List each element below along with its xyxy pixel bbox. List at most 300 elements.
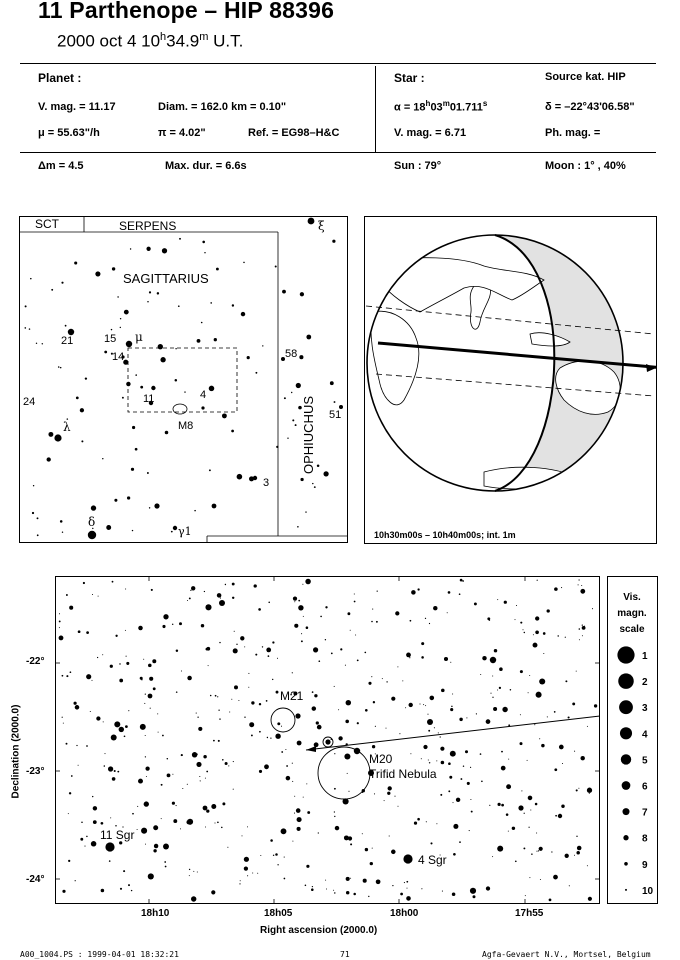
field-star (161, 818, 162, 819)
finder-star (25, 305, 27, 307)
field-star (470, 767, 471, 768)
field-star (112, 581, 114, 583)
field-star (334, 892, 335, 893)
field-star (277, 722, 280, 725)
label-21: 21 (61, 335, 74, 347)
field-star (111, 735, 117, 741)
field-star (312, 706, 316, 710)
field-star (286, 776, 291, 781)
field-star (371, 676, 372, 677)
finder-star (197, 339, 201, 343)
label-trifid-nebula: Trifid Nebula (369, 767, 437, 781)
field-star (149, 677, 153, 681)
planet-reference: Ref. = EG98–H&C (248, 127, 340, 139)
label-xi: ξ (318, 219, 325, 233)
scale-label-2: 2 (642, 677, 648, 689)
finder-star (300, 478, 303, 481)
field-star (318, 660, 320, 662)
field-star (208, 665, 209, 666)
field-star (520, 714, 521, 715)
field-star (132, 813, 134, 815)
finder-star (249, 476, 254, 481)
field-star (543, 653, 544, 654)
field-star (524, 813, 525, 814)
field-star (448, 790, 450, 792)
field-star (487, 617, 490, 620)
field-star (101, 822, 104, 825)
finder-named-star (88, 531, 96, 539)
finder-star (255, 372, 257, 374)
field-star (540, 879, 541, 880)
field-star (486, 719, 491, 724)
field-star (103, 721, 104, 722)
field-star (76, 745, 77, 746)
field-star (433, 606, 437, 610)
field-star (275, 733, 280, 738)
field-star (565, 680, 567, 682)
xtick-18h10: 18h10 (141, 908, 170, 919)
ytick-22: -22° (26, 656, 45, 667)
field-star (59, 620, 61, 622)
field-star (559, 745, 564, 750)
globe-caption: 10h30m00s – 10h40m00s; int. 1m (374, 530, 516, 540)
footer-page-number: 71 (340, 950, 350, 959)
field-star (316, 721, 319, 724)
field-star (528, 692, 529, 693)
finder-star (24, 327, 26, 329)
field-star (161, 784, 163, 786)
moon-info: Moon : 1° , 40% (545, 160, 626, 172)
star-vmag: V. mag. = 6.71 (394, 127, 467, 139)
field-star (574, 751, 575, 752)
field-star (410, 620, 412, 622)
field-star (162, 625, 165, 628)
field-star (277, 864, 278, 865)
field-star (388, 786, 392, 790)
field-star (126, 662, 129, 665)
field-star (298, 600, 300, 602)
field-star (421, 888, 422, 889)
ytick-24: -24° (26, 874, 45, 885)
header-top-rule (20, 63, 656, 64)
field-star (110, 665, 113, 668)
field-star (232, 597, 234, 599)
field-star (588, 897, 592, 901)
field-star (59, 613, 60, 614)
field-star (471, 811, 473, 813)
finder-star (276, 446, 278, 448)
scale-label-6: 6 (642, 781, 648, 793)
field-star (554, 711, 556, 713)
field-star (338, 709, 339, 710)
field-star (255, 654, 257, 656)
field-star (452, 693, 453, 694)
field-star (189, 875, 190, 876)
field-star (533, 634, 534, 635)
field-star (312, 886, 313, 887)
field-star (84, 846, 85, 847)
header-column-divider (375, 66, 376, 152)
field-star (63, 723, 64, 724)
field-star (325, 606, 327, 608)
field-star (387, 792, 390, 795)
field-star (227, 847, 228, 848)
field-star (112, 777, 116, 781)
finder-star (60, 367, 62, 369)
field-star (357, 722, 359, 724)
scale-dot-8 (623, 835, 628, 840)
finder-star (243, 262, 245, 264)
scale-title-1: Vis. (623, 592, 641, 603)
target-star (325, 739, 330, 744)
finder-star (33, 485, 34, 486)
field-star (157, 713, 158, 714)
field-star (86, 836, 88, 838)
field-star (345, 665, 346, 666)
label-4-sgr: 4 Sgr (418, 853, 447, 867)
field-star (535, 616, 539, 620)
field-star (473, 895, 476, 898)
planet-diameter: Diam. = 162.0 km = 0.10" (158, 101, 287, 113)
bright-field-star (203, 806, 208, 811)
field-star (124, 735, 126, 737)
finder-star (85, 377, 87, 379)
field-star (444, 657, 448, 661)
field-star (306, 865, 309, 868)
field-star (501, 804, 504, 807)
field-star (257, 873, 258, 874)
field-star (259, 703, 261, 705)
field-star (214, 822, 215, 823)
field-star (314, 694, 317, 697)
field-star (419, 703, 420, 704)
field-star (398, 806, 399, 807)
field-star (410, 753, 411, 754)
field-star (440, 736, 441, 737)
field-star (577, 846, 582, 851)
field-star (409, 703, 413, 707)
field-star (425, 618, 426, 619)
star-right-ascension: $\alpha = 18^h03^m01.711^s$ (394, 99, 488, 114)
finder-star (37, 534, 39, 536)
right-ascension-axis-label: Right ascension (2000.0) (260, 925, 378, 936)
finder-star (262, 345, 263, 346)
field-star (108, 766, 113, 771)
label-14: 14 (112, 351, 125, 363)
field-star (429, 623, 430, 624)
bright-field-star (295, 713, 300, 718)
field-star (125, 725, 128, 728)
finder-star (305, 511, 306, 512)
field-star (553, 875, 558, 880)
field-star (143, 659, 144, 660)
finder-star (58, 366, 60, 368)
field-star (394, 796, 395, 797)
field-star (128, 710, 129, 711)
scale-dot-1 (617, 646, 634, 663)
xtick-18h00: 18h00 (390, 908, 419, 919)
field-star (148, 664, 152, 668)
field-star (414, 821, 417, 824)
field-star (292, 781, 293, 782)
field-star (453, 802, 454, 803)
field-star (421, 656, 424, 659)
field-star (191, 896, 196, 901)
field-star (406, 888, 407, 889)
finder-star (179, 238, 181, 240)
field-star (187, 784, 188, 785)
field-star (200, 780, 201, 781)
field-star (423, 704, 424, 705)
field-star (525, 895, 526, 896)
footer-file-info: A00_1004.PS : 1999-04-01 18:32:21 (20, 950, 179, 959)
field-star (543, 632, 546, 635)
field-star (350, 630, 351, 631)
field-star (273, 855, 274, 856)
finder-star (149, 507, 150, 508)
finder-star (231, 430, 234, 433)
field-star (462, 580, 464, 582)
field-star (565, 637, 566, 638)
scale-label-4: 4 (642, 729, 648, 741)
scale-label-10: 10 (642, 885, 654, 897)
field-star (117, 771, 119, 773)
finder-star (158, 344, 163, 349)
field-star (365, 848, 368, 851)
field-star (506, 784, 511, 789)
field-star (535, 630, 539, 634)
field-star (347, 773, 348, 774)
finder-frame (20, 217, 348, 543)
field-star (153, 825, 158, 830)
field-star (272, 641, 274, 643)
field-star (313, 647, 318, 652)
field-star (426, 821, 427, 822)
field-star (192, 752, 197, 757)
field-star (465, 750, 468, 753)
field-star (303, 797, 304, 798)
field-star (172, 774, 173, 775)
field-star (389, 835, 390, 836)
field-star (523, 847, 525, 849)
label-11: 11 (143, 393, 155, 405)
field-star (357, 659, 359, 661)
finder-star (74, 261, 77, 264)
field-star (582, 624, 583, 625)
label-58: 58 (285, 348, 298, 360)
field-star (234, 685, 238, 689)
field-star (231, 699, 232, 700)
finder-star (132, 426, 135, 429)
field-star (306, 783, 307, 784)
field-star (516, 605, 517, 606)
field-star (411, 590, 416, 595)
field-star (376, 621, 378, 623)
finder-star (149, 291, 151, 293)
field-star (427, 714, 428, 715)
field-star (311, 888, 314, 891)
scale-label-1: 1 (642, 651, 648, 662)
finder-star (317, 465, 320, 468)
field-star (75, 705, 80, 710)
field-star (66, 675, 68, 677)
label-serpens: SERPENS (119, 219, 177, 233)
field-star (151, 589, 153, 591)
field-star (561, 587, 562, 588)
finder-star (165, 431, 169, 435)
scale-dot-9 (624, 862, 628, 866)
field-star (344, 835, 349, 840)
field-star (150, 708, 151, 709)
field-star (220, 598, 221, 599)
field-star (447, 612, 448, 613)
scale-label-3: 3 (642, 703, 648, 715)
label-15: 15 (104, 333, 117, 345)
field-star (59, 627, 60, 628)
label-sagittarius: SAGITTARIUS (123, 271, 209, 286)
field-star (370, 862, 373, 865)
field-star (515, 860, 517, 862)
field-star (541, 744, 544, 747)
field-star (335, 826, 339, 830)
field-star (497, 846, 503, 852)
field-star (259, 731, 261, 733)
field-star (158, 732, 159, 733)
field-star (405, 707, 406, 708)
footer-publisher: Agfa-Gevaert N.V., Mortsel, Belgium (482, 950, 651, 959)
finder-star (287, 438, 288, 439)
finder-star (306, 335, 311, 340)
finder-star (120, 327, 121, 328)
field-star (259, 770, 262, 773)
finder-star (102, 458, 103, 459)
field-star (197, 872, 198, 873)
star-11-sgr (105, 842, 114, 851)
field-star (198, 727, 202, 731)
field-star (498, 803, 501, 806)
field-star (286, 765, 288, 767)
field-star (86, 745, 88, 747)
star-heading: Star : (394, 71, 425, 85)
field-star (314, 742, 319, 747)
label-sct: SCT (35, 217, 59, 231)
field-star (97, 657, 98, 658)
bright-field-star (518, 805, 523, 810)
bright-field-star (219, 600, 225, 606)
field-star (210, 695, 212, 697)
finder-star (171, 531, 173, 533)
declination-axis-label-wrap (2, 686, 22, 816)
field-star (448, 762, 451, 765)
field-star (529, 675, 530, 676)
field-star (400, 893, 403, 896)
field-star (582, 635, 583, 636)
field-star (217, 593, 222, 598)
field-star (492, 697, 493, 698)
field-star (206, 647, 210, 651)
field-star (187, 600, 188, 601)
finder-star (29, 328, 30, 329)
field-star (527, 760, 528, 761)
field-star (93, 806, 97, 810)
star-declination: δ = –22°43'06.58" (545, 101, 635, 113)
finder-star (300, 292, 304, 296)
field-star (211, 890, 215, 894)
field-star (268, 655, 270, 657)
field-star (213, 740, 215, 742)
finder-star (160, 357, 165, 362)
field-star (232, 583, 235, 586)
field-star (172, 624, 173, 625)
field-star (267, 737, 268, 738)
field-star (303, 616, 304, 617)
field-star (557, 635, 558, 636)
scale-label-9: 9 (642, 859, 648, 871)
scale-dot-2 (618, 673, 634, 689)
field-star (145, 735, 146, 736)
field-star (190, 590, 191, 591)
field-star (481, 781, 483, 783)
field-star (284, 878, 286, 880)
field-star (350, 878, 351, 879)
label-51: 51 (329, 409, 342, 421)
field-star (69, 606, 73, 610)
field-star (482, 656, 486, 660)
field-star (268, 602, 270, 604)
finder-star (60, 520, 63, 523)
label-ophiuchus: OPHIUCHUS (301, 395, 316, 474)
field-star (523, 629, 524, 630)
field-star (252, 873, 253, 874)
field-star (173, 819, 177, 823)
finder-star (334, 401, 336, 403)
field-star (167, 774, 171, 778)
field-star (536, 851, 537, 852)
field-star (391, 850, 396, 855)
field-star (242, 835, 243, 836)
field-star (528, 827, 529, 828)
scale-dot-4 (620, 727, 632, 739)
field-star (244, 646, 245, 647)
label-delta: δ (88, 515, 96, 529)
field-star (451, 706, 452, 707)
field-star (78, 765, 79, 766)
field-star (187, 819, 193, 825)
field-star (459, 841, 461, 843)
field-star (206, 809, 209, 812)
scale-dot-10 (625, 889, 627, 891)
field-star (297, 827, 301, 831)
field-star (501, 766, 506, 771)
field-star (140, 677, 143, 680)
field-star (141, 828, 147, 834)
scale-label-8: 8 (642, 833, 648, 845)
finder-star (36, 343, 37, 344)
field-star (125, 588, 126, 589)
field-star (538, 850, 539, 851)
field-star (62, 675, 64, 677)
field-star (434, 727, 435, 728)
field-star (463, 765, 464, 766)
declination-axis-label: Declination (2000.0) (10, 704, 22, 799)
field-star (536, 692, 542, 698)
finder-star (323, 471, 328, 476)
field-star (266, 648, 271, 653)
finder-star (210, 302, 212, 304)
field-star (325, 880, 326, 881)
scale-title-2: magn. (617, 608, 647, 619)
field-star (460, 778, 462, 780)
